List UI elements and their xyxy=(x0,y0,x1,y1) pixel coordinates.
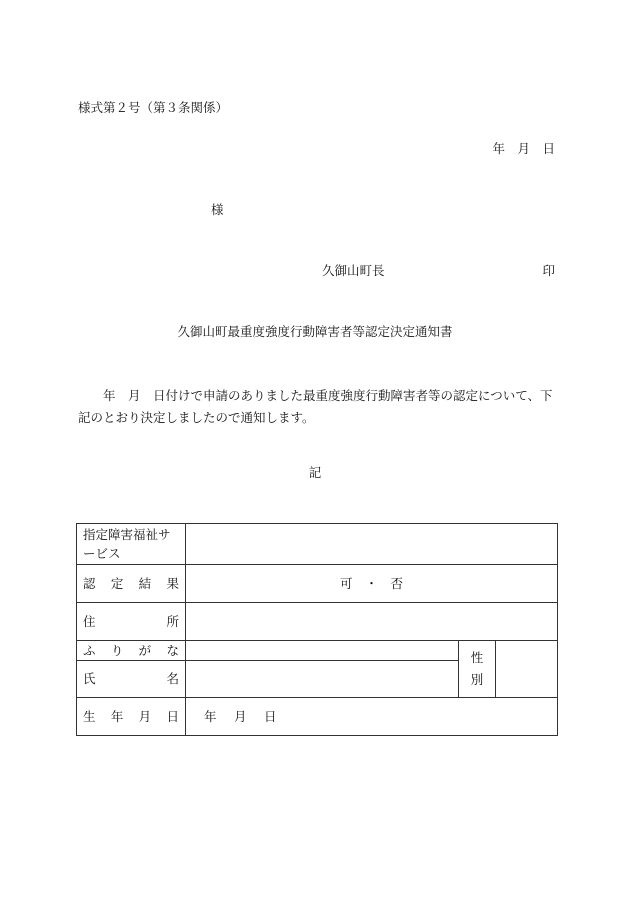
name-value-cell[interactable] xyxy=(186,661,459,698)
addressee-suffix: 様 xyxy=(211,202,224,217)
furigana-value-cell[interactable] xyxy=(186,641,459,661)
form-number: 様式第２号（第３条関係） xyxy=(78,100,229,115)
document-title: 久御山町最重度強度行動障害者等認定決定通知書 xyxy=(177,324,453,339)
furigana-row xyxy=(77,641,558,661)
issuer-name: 久御山町長 xyxy=(322,263,385,278)
gender-label xyxy=(459,641,496,698)
address-row xyxy=(77,603,558,641)
service-row xyxy=(77,524,558,565)
result-options xyxy=(340,576,403,591)
furigana-label: ふりがな xyxy=(77,641,186,661)
result-value-cell[interactable] xyxy=(186,565,558,603)
result-yes[interactable]: 可 xyxy=(339,575,353,591)
service-label: 指定障害福祉サービス xyxy=(77,524,186,565)
result-label: 認定結果 xyxy=(77,565,186,603)
birth-month-unit: 月 xyxy=(234,708,247,724)
gender-label-text: 性別 xyxy=(470,650,484,687)
result-no[interactable]: 否 xyxy=(390,575,404,591)
birth-day-unit: 日 xyxy=(264,708,277,724)
ki-heading: 記 xyxy=(308,465,322,480)
name-label: 氏名 xyxy=(77,661,186,698)
result-row xyxy=(77,565,558,603)
birth-year-unit: 年 xyxy=(204,708,217,724)
address-label: 住所 xyxy=(77,603,186,641)
seal-mark: 印 xyxy=(542,263,555,278)
birthdate-row xyxy=(77,698,558,736)
birthdate-label: 生年月日 xyxy=(77,698,186,736)
service-value-cell[interactable] xyxy=(186,524,558,565)
address-value-cell[interactable] xyxy=(186,603,558,641)
body-text: 年 月 日付けで申請のありました最重度強度行動障害者等の認定について、下記のとおり決定しましたので通知します。 xyxy=(78,388,553,425)
date-line: 年 月 日 xyxy=(492,141,555,156)
result-separator: ・ xyxy=(365,575,378,591)
gender-value-cell[interactable] xyxy=(496,641,558,698)
certification-table xyxy=(76,523,558,736)
birthdate-value-cell[interactable] xyxy=(186,698,558,736)
